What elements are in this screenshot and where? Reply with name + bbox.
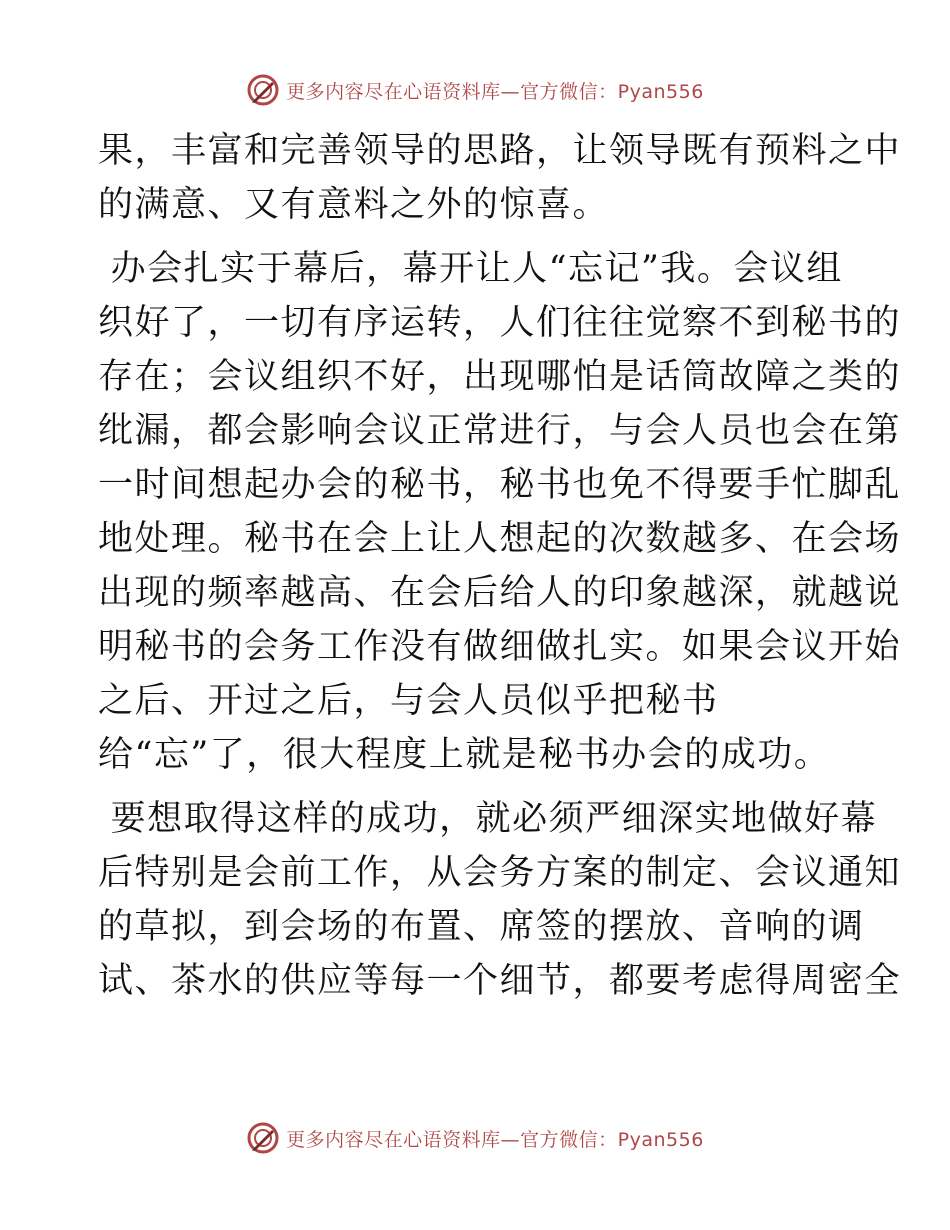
footer-banner-text: 更多内容尽在心语资料库—官方微信：Pyan556	[286, 1128, 704, 1151]
paragraph-1	[98, 124, 902, 232]
header-banner	[0, 70, 950, 110]
document-body	[98, 124, 902, 1008]
text-line: 出现的频率越高、在会后给人的印象越深，就越说	[98, 573, 902, 613]
pen-logo-icon	[246, 73, 280, 107]
text-line: 纰漏，都会影响会议正常进行，与会人员也会在第	[98, 411, 902, 451]
text-line: 试、茶水的供应等每一个细节，都要考虑得周密全	[98, 961, 902, 1001]
text-line: 存在；会议组织不好，出现哪怕是话筒故障之类的	[98, 357, 902, 397]
text-line: 给“忘”了，很大程度上就是秘书办会的成功。	[98, 735, 831, 775]
text-line: 果，丰富和完善领导的思路，让领导既有预料之中	[98, 131, 902, 171]
text-line: 要想取得这样的成功，就必须严细深实地做好幕	[98, 799, 878, 839]
text-line: 地处理。秘书在会上让人想起的次数越多、在会场	[98, 519, 902, 559]
footer-banner	[0, 1118, 950, 1158]
text-line: 一时间想起办会的秘书，秘书也免不得要手忙脚乱	[98, 465, 902, 505]
text-line: 织好了，一切有序运转，人们往往觉察不到秘书的	[98, 303, 902, 343]
text-line: 之后、开过之后，与会人员似乎把秘书	[98, 681, 719, 721]
paragraph-3	[98, 792, 902, 1008]
paragraph-2	[98, 242, 902, 782]
text-line: 的草拟，到会场的布置、席签的摆放、音响的调	[98, 907, 865, 947]
header-banner-text: 更多内容尽在心语资料库—官方微信：Pyan556	[286, 80, 704, 103]
text-line: 的满意、又有意料之外的惊喜。	[98, 185, 610, 225]
text-line: 明秘书的会务工作没有做细做扎实。如果会议开始	[98, 627, 902, 667]
text-line: 后特别是会前工作，从会务方案的制定、会议通知	[98, 853, 902, 893]
text-line: 办会扎实于幕后，幕开让人“忘记”我。会议组	[98, 249, 843, 289]
pen-logo-icon	[246, 1121, 280, 1155]
